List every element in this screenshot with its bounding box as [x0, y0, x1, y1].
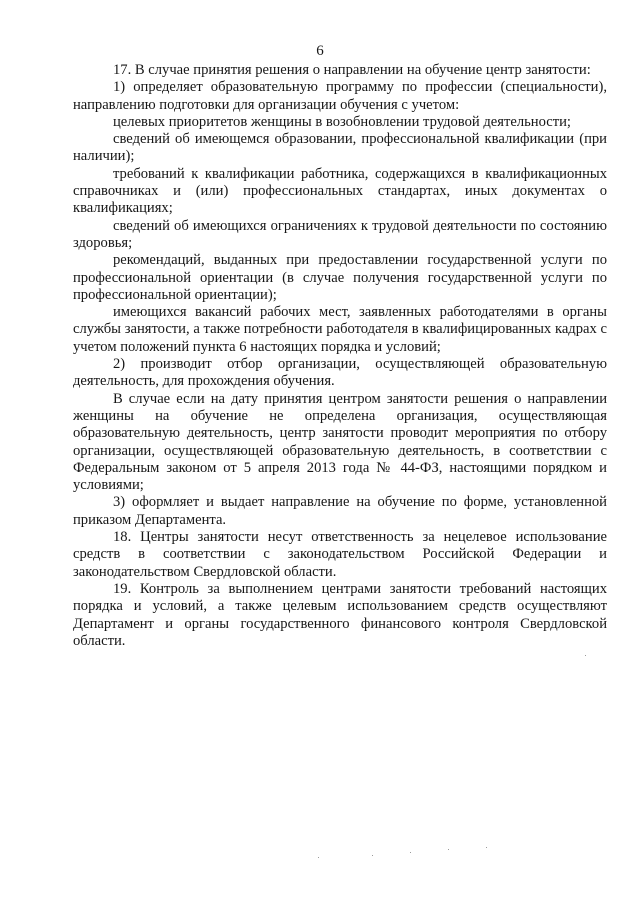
document-body [73, 62, 607, 650]
scan-speck [372, 855, 373, 856]
scan-speck [585, 655, 586, 656]
scan-speck [448, 849, 449, 850]
scan-speck [318, 857, 319, 858]
paragraph-organization-selection: В случае если на дату принятия центром занятости решения о направлении женщины на обучение не определена организация, осуществляющая образовательную деятельность, центр занятости проводит мероприятия по отбору организации, осуществляющей образовательную деятельность, в соответствии с Федеральным законом от 5 апреля 2013 года № 44-ФЗ, настоящими порядком и условиями; [73, 390, 607, 494]
paragraph-criterion-education: сведений об имеющемся образовании, профессиональной квалификации (при наличии); [73, 131, 607, 165]
page-number: 6 [316, 43, 324, 59]
paragraph-18: 18. Центры занятости несут ответственность за нецелевое использование средств в соответствии с законодательством Российской Федерации и законодательством Свердловской области. [73, 529, 607, 580]
paragraph-criterion-vacancies: имеющихся вакансий рабочих мест, заявленных работодателями в органы службы занятости, а также потребности работодателя в квалифицированных кадрах с учетом положений пункта 6 настоящих порядка и условий; [73, 304, 607, 355]
paragraph-17-item-2: 2) производит отбор организации, осуществляющей образовательную деятельность, для прохождения обучения. [73, 356, 607, 390]
paragraph-criterion-recommendations: рекомендаций, выданных при предоставлении государственной услуги по профессиональной ориентации (в случае получения государственной услуги по профессиональной ориентации); [73, 252, 607, 303]
paragraph-17-item-1: 1) определяет образовательную программу по профессии (специальности), направлению подготовки для организации обучения с учетом: [73, 79, 607, 113]
paragraph-criterion-qualification-requirements: требований к квалификации работника, содержащихся в квалификационных справочниках и (или) профессиональных стандартах, иных документах о квалификациях; [73, 165, 607, 217]
scan-speck [486, 847, 487, 848]
paragraph-criterion-health-restrictions: сведений об имеющихся ограничениях к трудовой деятельности по состоянию здоровья; [73, 217, 607, 251]
paragraph-17-intro: 17. В случае принятия решения о направлении на обучение центр занятости: [113, 62, 591, 78]
paragraph-19: 19. Контроль за выполнением центрами занятости требований настоящих порядка и условий, а также целевым использованием средств осуществляют Департамент и органы государственного финансового контроля Свердловской области. [73, 580, 607, 649]
paragraph-17-item-3: 3) оформляет и выдает направление на обучение по форме, установленной приказом Департамента. [73, 494, 607, 528]
scan-speck [410, 852, 411, 853]
paragraph-criterion-priorities: целевых приоритетов женщины в возобновлении трудовой деятельности; [113, 113, 571, 130]
